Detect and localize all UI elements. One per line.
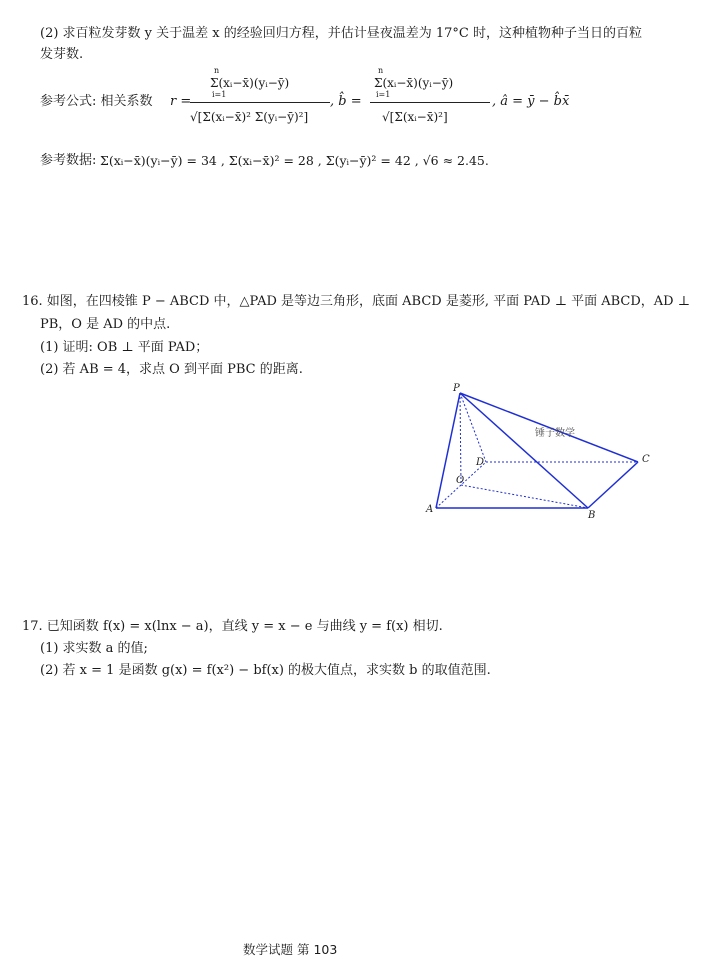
label-P: P (453, 383, 460, 394)
q17-part1: (1) 求实数 a 的值; (40, 641, 148, 656)
b-num-sum-lower: i=1 (376, 90, 391, 99)
r-denominator: √[Σ(xᵢ−x̄)² Σ(yᵢ−ȳ)²] (190, 110, 309, 124)
edge-PO (460, 393, 461, 485)
r-equals: r = (170, 94, 192, 109)
edge-PD (460, 393, 486, 462)
reference-formula (40, 68, 700, 148)
b-num-sum-upper: n (378, 66, 384, 75)
q16-line1: 16. 如图，在四棱锥 P − ABCD 中，△PAD 是等边三角形，底面 ABCD 是菱形, 平面 PAD ⊥ 平面 ABCD，AD ⊥ (22, 294, 690, 309)
page-footer: 数学试题 第 103 (243, 942, 338, 957)
ref-data-label: 参考数据: (40, 153, 97, 168)
q17-part2: (2) 若 x = 1 是函数 g(x) = f(x²) − bf(x) 的极大值点，求实数 b 的取值范围. (40, 663, 491, 678)
r-num-sum-upper: n (214, 66, 220, 75)
r-num-sum-lower: i=1 (212, 90, 227, 99)
label-A: A (426, 504, 434, 515)
watermark-text: 锤子数学 (535, 428, 575, 439)
label-B: B (588, 510, 596, 521)
q17-line1: 17. 已知函数 f(x) = x(lnx − a)，直线 y = x − e 与曲线 y = f(x) 相切. (22, 619, 443, 634)
b-denominator: √[Σ(xᵢ−x̄)²] (382, 110, 448, 124)
figure-solid-edges (436, 393, 638, 508)
ref-data-text: Σ(xᵢ−x̄)(yᵢ−ȳ) = 34 , Σ(xᵢ−x̄)² = 28 , Σ(yᵢ−ȳ)² = 42 , √6 ≈ 2.45. (100, 153, 489, 168)
q16-part1: (1) 证明: OB ⊥ 平面 PAD； (40, 340, 209, 355)
q16-line2: PB，O 是 AD 的中点. (40, 317, 171, 332)
label-C: C (642, 454, 650, 465)
formula-label: 参考公式: 相关系数 (40, 94, 153, 109)
edge-PB (460, 393, 588, 508)
q15-part2-line2: 发芽数. (40, 47, 84, 62)
edge-PA (436, 393, 460, 508)
b-fraction-bar (370, 102, 490, 103)
label-D: D (476, 457, 485, 468)
b-equals: , b̂ = (330, 94, 362, 109)
pyramid-figure (420, 380, 670, 525)
r-fraction-bar (190, 102, 330, 103)
label-O: O (456, 475, 465, 486)
a-equals: , â = ȳ − b̂x̄ (492, 94, 570, 109)
q16-part2: (2) 若 AB = 4，求点 O 到平面 PBC 的距离. (40, 362, 303, 377)
edge-BC (588, 462, 638, 508)
edge-OB (461, 485, 588, 508)
q15-part2-line1: (2) 求百粒发芽数 y 关于温差 x 的经验回归方程，并估计昼夜温差为 17°C 时，这种植物种子当日的百粒 (40, 26, 643, 41)
r-numerator: Σ(xᵢ−x̄)(yᵢ−ȳ) (210, 76, 290, 90)
b-numerator: Σ(xᵢ−x̄)(yᵢ−ȳ) (374, 76, 454, 90)
